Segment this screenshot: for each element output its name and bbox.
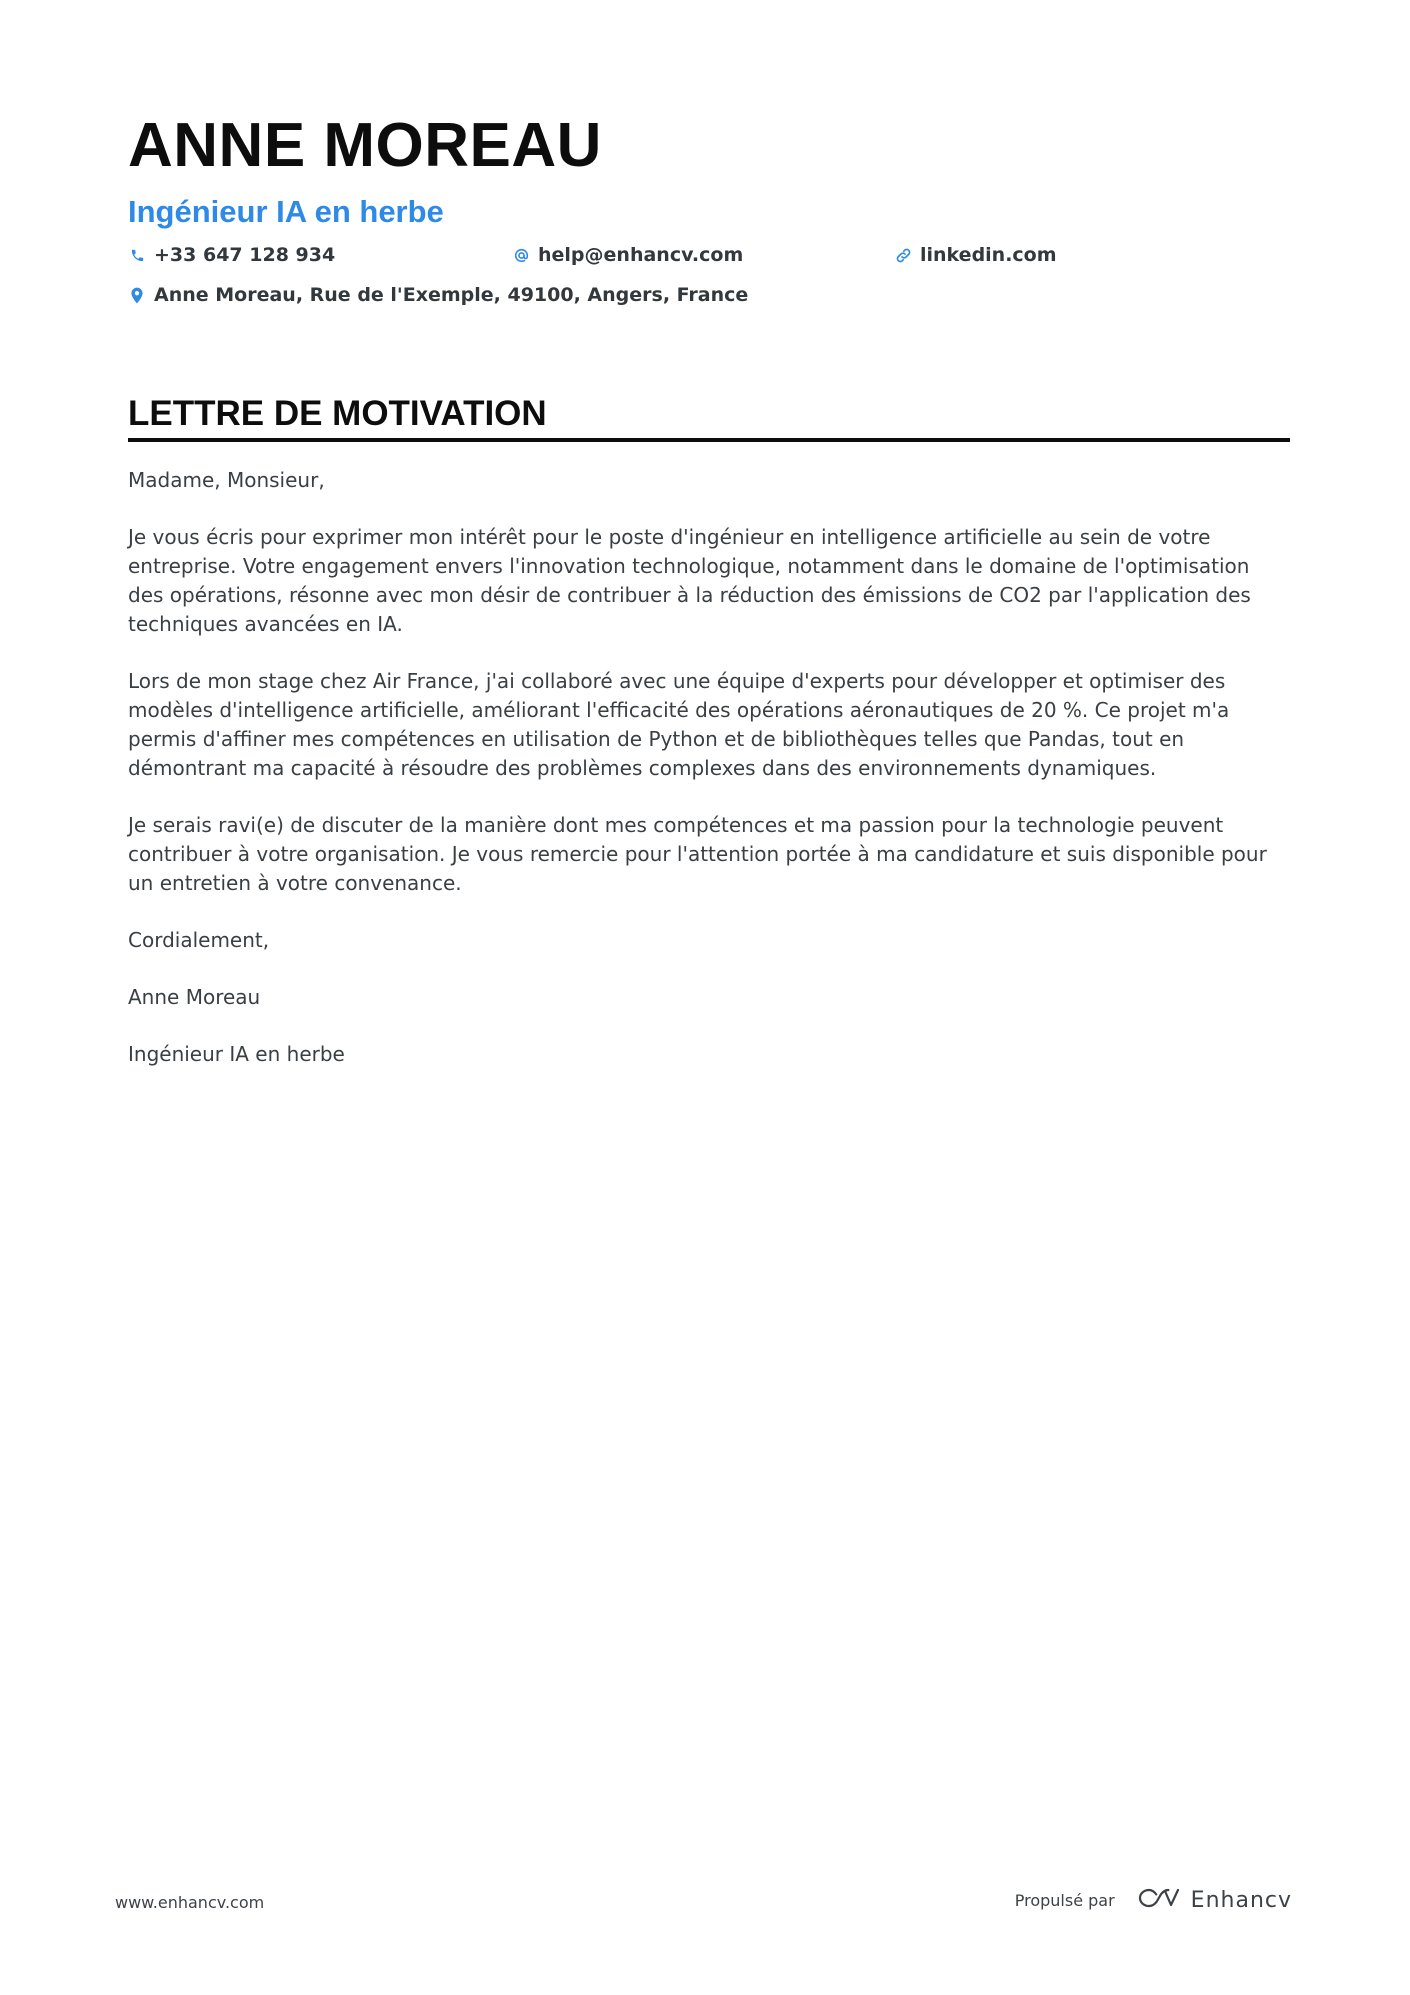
location-pin-icon: [128, 286, 146, 304]
at-icon: [512, 246, 530, 264]
address-text: Anne Moreau, Rue de l'Exemple, 49100, Angers, France: [154, 284, 749, 306]
contact-phone: [128, 241, 335, 269]
candidate-headline: Ingénieur IA en herbe: [128, 194, 444, 229]
letter-body: [128, 466, 1290, 1097]
email-text: help@enhancv.com: [538, 244, 744, 266]
contact-address: [128, 281, 748, 309]
phone-text: +33 647 128 934: [154, 244, 336, 266]
footer-powered-by: [1015, 1880, 1292, 1920]
contact-email[interactable]: [512, 241, 743, 269]
contact-row-primary: [128, 241, 1288, 269]
section-title: LETTRE DE MOTIVATION: [128, 392, 1290, 442]
letter-paragraph-2: Lors de mon stage chez Air France, j'ai collaboré avec une équipe d'experts pour développer et optimiser des modèles d'intelligence artificielle, améliorant l'efficacité des opérations aéronautiques de 20 %. Ce projet m'a permis d'affiner mes compétences en utilisation de Python et de bibliothèques telles que Pandas, tout en démontrant ma capacité à résoudre des problèmes complexes dans des environnements dynamiques.: [128, 669, 1230, 780]
phone-icon: [128, 246, 146, 264]
brand-logo[interactable]: [1135, 1886, 1292, 1914]
letter-signature-name: Anne Moreau: [128, 985, 261, 1009]
powered-by-label: Propulsé par: [1014, 1890, 1115, 1910]
contact-row-secondary: [128, 281, 1288, 309]
footer-website[interactable]: www.enhancv.com: [115, 1893, 265, 1912]
letter-paragraph-1: Je vous écris pour exprimer mon intérêt pour le poste d'ingénieur en intelligence artificielle au sein de votre entreprise. Votre engagement envers l'innovation technologique, notamment dans le domaine de l'optimisation des opérations, résonne avec mon désir de contribuer à la réduction des émissions de CO2 par l'application des techniques avancées en IA.: [128, 525, 1251, 636]
linkedin-text: linkedin.com: [920, 244, 1057, 266]
candidate-name: ANNE MOREAU: [128, 111, 602, 180]
brand-name: Enhancv: [1190, 1887, 1292, 1913]
header: [128, 108, 1288, 232]
contact-linkedin[interactable]: [894, 241, 1057, 269]
enhancv-logo-icon: [1135, 1886, 1181, 1914]
letter-closing: Cordialement,: [128, 928, 270, 952]
letter-signature-title: Ingénieur IA en herbe: [128, 1042, 345, 1066]
letter-paragraph-3: Je serais ravi(e) de discuter de la manière dont mes compétences et ma passion pour la technologie peuvent contribuer à votre organisation. Je vous remercie pour l'attention portée à ma candidature et suis disponible pour un entretien à votre convenance.: [128, 813, 1267, 895]
link-icon: [894, 246, 912, 264]
letter-greeting: Madame, Monsieur,: [128, 468, 325, 492]
